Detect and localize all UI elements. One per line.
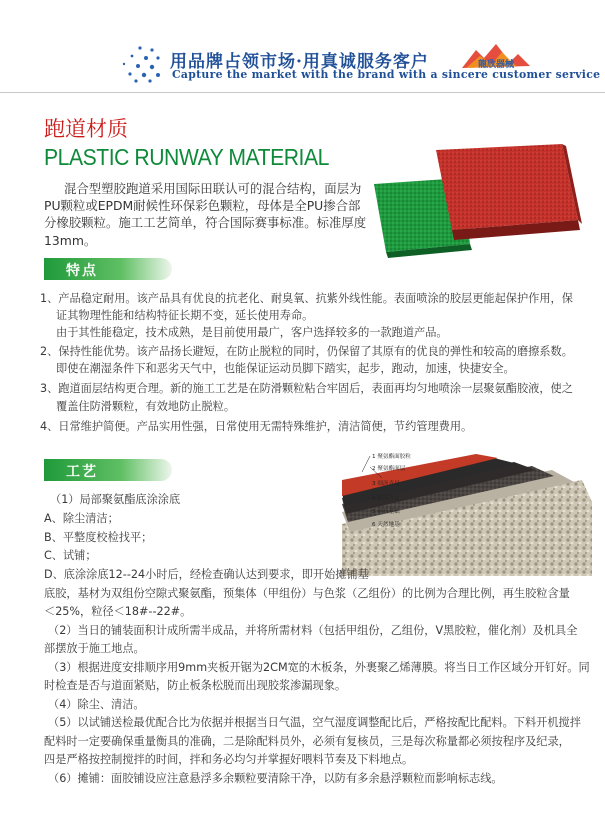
- feature-line: 由于其性能稳定，技术成熟，是目前使用最广，客户选择较多的一款跑道产品。: [56, 326, 448, 339]
- process-line: （1）局部聚氨酯底涂涂底: [50, 493, 181, 506]
- process-line: （6）摊铺：面胶铺设应注意悬浮多余颗粒要清除干净，以防有多余悬浮颗粒而影响标志线。: [48, 772, 503, 785]
- feature-line: 覆盖住防滑颗粒，有效地防止脱粒。: [56, 400, 236, 413]
- process-line: （4）除尘、清洁。: [48, 698, 145, 711]
- section-tab-process: [44, 459, 172, 481]
- process-line: （3）根据进度安排顺序用9mm夹板开锯为2CM宽的木板条，外裹聚乙烯薄膜。将当日工作区域分开钉好。同: [48, 661, 590, 674]
- layer-label: 5 碎石基础: [372, 509, 400, 515]
- header-divider: [0, 92, 605, 93]
- section-tab-label: 工艺: [66, 464, 98, 480]
- section-tab-features: [44, 258, 172, 280]
- feature-line: 即使在潮湿条件下和恶劣天气中，也能保证运动员脚下踏实，起步，跑动，加速，快捷安全。: [56, 362, 515, 375]
- process-line: 时检查是否与道面紧贴，防止板条松脱而出现胶浆渗漏现象。: [44, 679, 347, 692]
- section-tab-label: 特点: [66, 263, 98, 279]
- process-line: ＜25%，粒径＜18#--22#。: [44, 605, 192, 618]
- process-line: B、平整度校检找平；: [44, 531, 153, 544]
- header-slogan-cn: 用品牌占领市场·用真诚服务客户: [170, 52, 429, 72]
- runway-sample-photo: [366, 140, 588, 258]
- layer-label: 3 细沥青层: [372, 481, 400, 487]
- layer-label: 4 粗沥青层: [372, 496, 400, 502]
- page-title-en: PLASTIC RUNWAY MATERIAL: [44, 144, 329, 170]
- feature-line: 1、产品稳定耐用。该产品具有优良的抗老化、耐臭氧、抗紫外线性能。表面喷涂的胶层更能起保护作用，保: [40, 292, 573, 305]
- intro-paragraph: 混合型塑胶跑道采用国际田联认可的混合结构，面层为PU颗粒或EPDM耐候性环保彩色颗粒，母体是全PU掺合部分橡胶颗粒。施工工艺简单，符合国际赛事标准。标准厚度: [44, 181, 367, 230]
- layer-label: 6 天然地基: [372, 522, 400, 528]
- brand-name: 龍欣器械: [478, 60, 515, 70]
- feature-line: 证其物理性能和结构特征长期不变，延长使用寿命。: [56, 309, 314, 322]
- process-line: 底胶，基材为双组份空隙式聚氨酯，预集体（甲组份）与色浆（乙组份）的比例为合理比例，再生胶粒含量: [44, 587, 570, 600]
- feature-line: 4、日常维护简便。产品实用性强，日常使用无需特殊维护，清洁简便，节约管理费用。: [40, 420, 473, 433]
- layer-label: 2 聚氨酯面层: [372, 466, 406, 472]
- process-line: （2）当日的铺装面积计成所需半成品，并将所需材料（包括甲组份，乙组份，V黑胶粒，催化剂）及机具全: [48, 624, 578, 637]
- process-line: 部摆放于施工地点。: [44, 642, 145, 655]
- process-line: （5）以试铺送检最优配合比为依据并根据当日气温，空气湿度调整配比后，严格按配比配料。下料开机搅拌: [48, 716, 581, 729]
- process-line: D、底涂涂底12--24小时后，经检查确认达到要求，即开始摊铺基: [44, 568, 369, 581]
- process-line: C、试铺；: [44, 549, 97, 562]
- process-line: A、除尘清洁；: [44, 512, 119, 525]
- header-slogan-en: Capture the market with the brand with a sincere customer service: [172, 68, 601, 81]
- section-tab-background: [44, 459, 172, 481]
- page-title-cn: 跑道材质: [44, 117, 128, 141]
- layer-label: 1 聚氨酯面胶粒: [372, 454, 411, 460]
- process-line: 配料时一定要确保重量衡具的准确，二是除配料员外，必须有复核员，三是每次称量都必须按程序及纪录，: [44, 735, 570, 748]
- layer-structure-diagram: [342, 450, 592, 576]
- intro-paragraph-tail: 13mm。: [44, 233, 97, 248]
- brand-dots-icon: [118, 44, 166, 84]
- feature-line: 3、跑道面层结构更合理。新的施工工艺是在防滑颗粒粘合牢固后，表面再均匀地喷涂一层聚氨酯胶液，使之: [40, 382, 573, 395]
- process-line: 四是严格按控制搅拌的时间，拌和务必均匀并掌握好喂料节奏及下料地点。: [44, 753, 414, 766]
- feature-line: 2、保持性能优势。该产品扬长避短，在防止脱粒的同时，仍保留了其原有的优良的弹性和较高的磨擦系数。: [40, 345, 573, 358]
- section-tab-background: [44, 258, 172, 280]
